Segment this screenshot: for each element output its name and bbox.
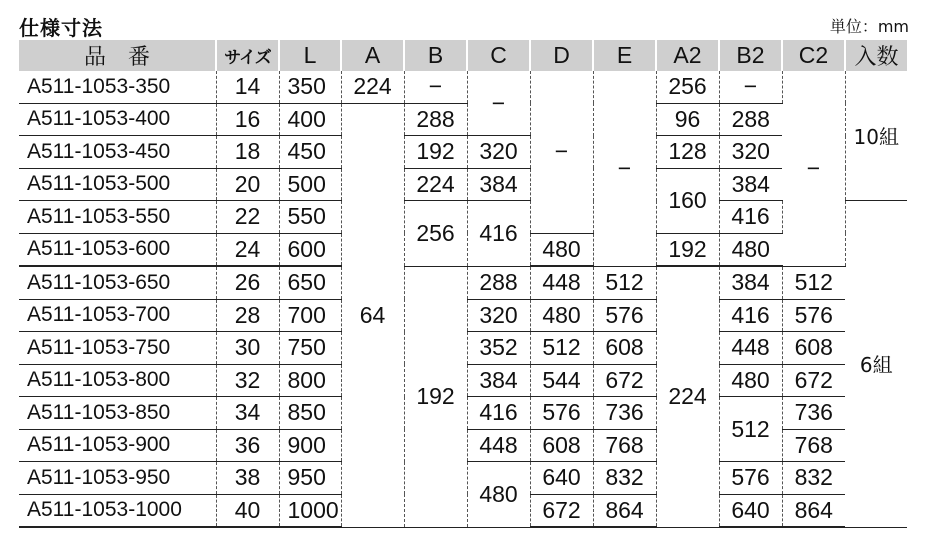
cell-c2: 864 [782,494,845,527]
cell-b: 256 [404,201,467,267]
cell-c: 352 [467,332,530,365]
cell-l: 950 [279,462,341,495]
cell-size: 40 [216,494,279,527]
cell-d: 608 [530,429,593,462]
cell-l: 600 [279,233,341,266]
cell-e: 736 [593,397,656,430]
cell-c: 480 [467,462,530,528]
cell-e: 576 [593,299,656,332]
cell-part-number: A511-1053-550 [19,201,216,234]
cell-c2: 512 [782,266,845,299]
cell-part-number: A511-1053-450 [19,136,216,169]
cell-c: 320 [467,136,530,169]
header-b2: B2 [719,40,782,71]
cell-b2: 416 [719,201,782,234]
header-e: E [593,40,656,71]
cell-size: 26 [216,266,279,299]
table-row [19,103,907,136]
cell-d: 544 [530,364,593,397]
cell-part-number: A511-1053-600 [19,233,216,266]
cell-c2: 736 [782,397,845,430]
cell-d: 480 [530,233,593,266]
spec-table [19,40,907,528]
header-l: L [279,40,341,71]
header-quantity: 入数 [845,40,907,71]
cell-d: 448 [530,266,593,299]
cell-c: 416 [467,397,530,430]
cell-b2: 384 [719,168,782,201]
header-c: C [467,40,530,71]
cell-b2: 320 [719,136,782,169]
cell-l: 900 [279,429,341,462]
table-row [19,266,907,299]
cell-part-number: A511-1053-1000 [19,494,216,527]
cell-c: 288 [467,266,530,299]
cell-b2: 416 [719,299,782,332]
cell-size: 18 [216,136,279,169]
header-a: A [341,40,404,71]
cell-size: 24 [216,233,279,266]
header-size: サイズ [216,40,279,71]
cell-d: 640 [530,462,593,495]
cell-b2: 512 [719,397,782,462]
cell-c: 448 [467,429,530,462]
cell-b2: 480 [719,233,782,266]
cell-l: 650 [279,266,341,299]
cell-b2: 480 [719,364,782,397]
cell-c: 320 [467,299,530,332]
cell-b: 192 [404,136,467,169]
header-a2: A2 [656,40,719,71]
cell-quantity: 6組 [845,201,907,528]
cell-c2: 576 [782,299,845,332]
cell-d: − [530,71,593,233]
header-row [19,40,907,71]
cell-l: 1000 [279,494,341,527]
table-row [19,201,907,234]
cell-a2: 96 [656,103,719,136]
cell-part-number: A511-1053-950 [19,462,216,495]
cell-size: 32 [216,364,279,397]
cell-b2: 640 [719,494,782,527]
cell-part-number: A511-1053-750 [19,332,216,365]
cell-l: 850 [279,397,341,430]
cell-size: 20 [216,168,279,201]
cell-c: 384 [467,364,530,397]
cell-part-number: A511-1053-350 [19,71,216,103]
header-d: D [530,40,593,71]
cell-l: 800 [279,364,341,397]
cell-size: 30 [216,332,279,365]
cell-a2: 128 [656,136,719,169]
cell-e: 608 [593,332,656,365]
cell-part-number: A511-1053-850 [19,397,216,430]
cell-d: 512 [530,332,593,365]
cell-a: 224 [341,71,404,103]
cell-b2: − [719,71,782,103]
unit-label: 単位：mm [829,17,909,36]
cell-size: 34 [216,397,279,430]
cell-a2: 192 [656,233,719,266]
cell-e: − [593,71,656,266]
table-row [19,136,907,169]
cell-size: 38 [216,462,279,495]
header-b: B [404,40,467,71]
cell-e: 768 [593,429,656,462]
cell-d: 480 [530,299,593,332]
cell-size: 36 [216,429,279,462]
cell-l: 550 [279,201,341,234]
cell-c2: 832 [782,462,845,495]
cell-b2: 288 [719,103,782,136]
cell-e: 864 [593,494,656,527]
cell-c2: 768 [782,429,845,462]
cell-d: 672 [530,494,593,527]
cell-c: − [467,71,530,136]
cell-c2: − [782,71,845,266]
cell-e: 512 [593,266,656,299]
cell-b2: 576 [719,462,782,495]
cell-part-number: A511-1053-500 [19,168,216,201]
cell-b: 224 [404,168,467,201]
cell-c2: 608 [782,332,845,365]
cell-quantity: 10組 [845,71,907,201]
cell-size: 28 [216,299,279,332]
cell-a2: 160 [656,168,719,233]
cell-c: 416 [467,201,530,267]
page-title: 仕様寸法 [19,16,103,40]
cell-part-number: A511-1053-650 [19,266,216,299]
cell-part-number: A511-1053-400 [19,103,216,136]
cell-part-number: A511-1053-900 [19,429,216,462]
cell-l: 750 [279,332,341,365]
table-row [19,71,907,103]
cell-e: 672 [593,364,656,397]
cell-b2: 448 [719,332,782,365]
cell-part-number: A511-1053-800 [19,364,216,397]
cell-a2: 224 [656,266,719,527]
cell-l: 450 [279,136,341,169]
cell-a: 64 [341,103,404,527]
cell-b: 288 [404,103,467,136]
cell-size: 16 [216,103,279,136]
cell-l: 700 [279,299,341,332]
cell-a2: 256 [656,71,719,103]
cell-c: 384 [467,168,530,201]
table-row [19,168,907,201]
cell-l: 500 [279,168,341,201]
header-part-number: 品 番 [19,40,216,71]
cell-l: 350 [279,71,341,103]
header-c2: C2 [782,40,845,71]
cell-e: 832 [593,462,656,495]
cell-l: 400 [279,103,341,136]
cell-b: − [404,71,467,103]
cell-part-number: A511-1053-700 [19,299,216,332]
cell-size: 22 [216,201,279,234]
cell-size: 14 [216,71,279,103]
cell-d: 576 [530,397,593,430]
cell-c2: 672 [782,364,845,397]
cell-b2: 384 [719,266,782,299]
cell-b: 192 [404,266,467,527]
